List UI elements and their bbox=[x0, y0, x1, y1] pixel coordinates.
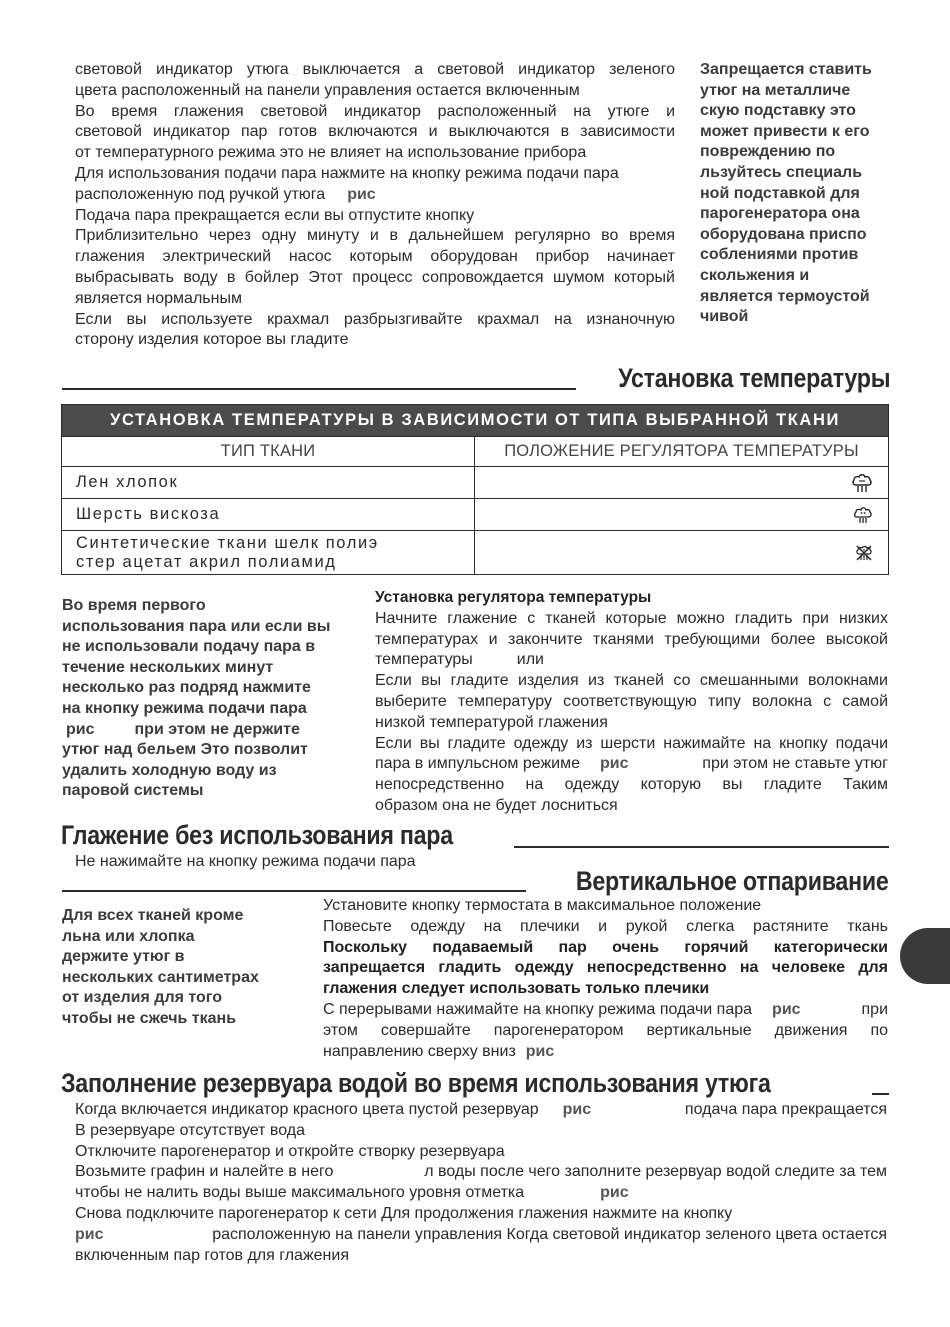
note-line: утюг над бельем Это позволит bbox=[62, 741, 308, 759]
regulator-cell bbox=[475, 531, 889, 575]
section-heading-no-steam: Глажение без использования пара bbox=[61, 820, 453, 850]
text-line: включенным пар готов для глажения bbox=[75, 1246, 349, 1264]
section-rule bbox=[514, 846, 889, 848]
figure-ref: рис bbox=[347, 185, 376, 203]
warning-line: является термоустой bbox=[700, 287, 870, 305]
text-fragment: температуры bbox=[375, 651, 473, 669]
no-steam-text bbox=[75, 852, 416, 873]
note-line: на кнопку режима подачи пара bbox=[62, 699, 307, 717]
note-line: течение нескольких минут bbox=[62, 658, 274, 676]
text-line: Отключите парогенератор и откройте створку резервуара bbox=[75, 1142, 505, 1160]
text-line-with-ref bbox=[75, 185, 675, 206]
note-line: несколько раз подряд нажмите bbox=[62, 679, 311, 697]
text-line: Установите кнопку термостата в максимальное положение bbox=[323, 897, 762, 914]
section-heading-temperature: Установка температуры bbox=[617, 363, 890, 393]
warning-line: оборудована приспо bbox=[700, 225, 867, 243]
text-line: Приблизительно через одну минуту и в дальнейшем регулярно во время bbox=[75, 227, 675, 245]
regulator-text-block bbox=[375, 588, 888, 817]
text-fragment: подача пара прекращается bbox=[684, 1101, 887, 1118]
note-line: от изделия для того bbox=[62, 989, 223, 1007]
note-line: удалить холодную воду из bbox=[62, 761, 277, 779]
text-fragment: расположенную на панели управления Когда световой индикатор зеленого цвета остается bbox=[212, 1225, 887, 1243]
text-line: Если вы используете крахмал разбрызгивайте крахмал на изнаночную bbox=[75, 310, 675, 328]
fabric-cell bbox=[62, 531, 475, 575]
warning-line: повреждению по bbox=[700, 143, 836, 161]
text-line bbox=[323, 1000, 888, 1021]
text-line: Если вы гладите одежду из шерсти нажимайте на кнопку подачи bbox=[375, 734, 888, 752]
text-line bbox=[75, 1183, 887, 1204]
section-rule bbox=[62, 890, 526, 892]
figure-ref: рис bbox=[525, 1042, 555, 1060]
note-line: держите утюг в bbox=[62, 948, 185, 966]
text-line: Начните глажение с тканей которые можно гладить при низких bbox=[375, 609, 888, 627]
table-title: УСТАНОВКА ТЕМПЕРАТУРЫ В ЗАВИСИМОСТИ ОТ ТИПА ВЫБРАННОЙ ТКАНИ bbox=[62, 405, 889, 437]
note-line: не использовали подачу пара в bbox=[62, 638, 316, 656]
warning-line: соблениями против bbox=[700, 246, 859, 264]
text-line bbox=[75, 1100, 887, 1121]
regulator-cell bbox=[475, 499, 889, 531]
text-line: от температурного режима это не влияет на использование прибора bbox=[75, 144, 587, 162]
fabric-cell-line: Синтетические ткани шелк полиэ bbox=[76, 533, 379, 552]
warning-sidebar bbox=[700, 60, 900, 328]
section-heading-refill: Заполнение резервуара водой во время использования утюга bbox=[61, 1068, 771, 1098]
note-line: Во время первого bbox=[62, 597, 206, 614]
text-line: Для использования подачи пара нажмите на кнопку режима подачи пара bbox=[75, 164, 619, 182]
vertical-steam-note bbox=[62, 906, 302, 1030]
text-fragment: направлению сверху вниз bbox=[323, 1042, 516, 1060]
text-line: Повесьте одежду на плечики и рукой слегка растяните ткань bbox=[323, 917, 888, 935]
text-line: выберите температуру соответствующую типу волокна с самой bbox=[375, 692, 888, 710]
column-header-fabric: ТИП ТКАНИ bbox=[62, 437, 475, 467]
text-fragment: при bbox=[861, 1000, 888, 1018]
text-line: непосредственно на одежду которую вы гладите Таким bbox=[375, 776, 888, 794]
warning-line: скую подставку это bbox=[700, 102, 856, 120]
warning-line: утюг на металличе bbox=[700, 81, 851, 99]
note-line bbox=[62, 720, 352, 741]
text-line bbox=[375, 650, 888, 671]
text-line bbox=[75, 1225, 887, 1246]
column-header-regulator: ПОЛОЖЕНИЕ РЕГУЛЯТОРА ТЕМПЕРАТУРЫ bbox=[475, 437, 889, 467]
text-line: Если вы гладите изделия из тканей со смешанными волокнами bbox=[375, 672, 888, 690]
warning-line: может привести к его bbox=[700, 122, 870, 140]
text-line: этом совершайте парогенератором вертикальные движения по bbox=[323, 1021, 888, 1039]
vertical-steam-text bbox=[323, 896, 888, 1062]
text-fragment: С перерывами нажимайте на кнопку режима подачи пара bbox=[323, 1000, 753, 1018]
text-line: Подача пара прекращается если вы отпустите кнопку bbox=[75, 206, 475, 224]
note-line: льна или хлопка bbox=[62, 927, 195, 945]
text-line: цвета расположенный на панели управления остается включенным bbox=[75, 81, 580, 99]
table-row bbox=[62, 531, 889, 575]
text-line bbox=[75, 1162, 887, 1183]
text-fragment: пара в импульсном режиме bbox=[375, 755, 581, 773]
text-line: сторону изделия которое вы гладите bbox=[75, 331, 349, 349]
note-line: использования пара или если вы bbox=[62, 617, 331, 635]
text-line: выбрасывать воду в бойлер Этот процесс сопровождается шумом который bbox=[75, 268, 675, 286]
text-line: Во время глажения световой индикатор расположенный на утюге и bbox=[75, 102, 675, 120]
text-line: глажения электрический насос которым оборудован прибор начинает bbox=[75, 248, 675, 266]
steam-high-icon bbox=[850, 473, 874, 491]
subheading-regulator: Установка регулятора температуры bbox=[375, 589, 652, 606]
figure-ref: рис bbox=[600, 1184, 629, 1202]
text-line: Снова подключите парогенератор к сети Для продолжения глажения нажмите на кнопку bbox=[75, 1204, 733, 1222]
text-line-warning: запрещается гладить одежду непосредственно на человеке для bbox=[323, 959, 888, 977]
refill-text bbox=[75, 1100, 887, 1266]
text-line: световой индикатор утюга выключается а световой индикатор зеленого bbox=[75, 61, 675, 78]
fabric-cell: Шерсть вискоза bbox=[62, 499, 475, 531]
note-fragment: при этом не держите bbox=[134, 720, 300, 738]
figure-ref: рис bbox=[562, 1101, 592, 1118]
text-line: низкой температурой глажения bbox=[375, 713, 608, 731]
text-fragment: расположенную под ручкой утюга bbox=[75, 185, 326, 203]
fabric-cell-line: стер ацетат акрил полиамид bbox=[76, 552, 337, 571]
steam-first-use-note bbox=[62, 596, 352, 802]
figure-ref: рис bbox=[772, 1000, 801, 1018]
note-line: чтобы не сжечь ткань bbox=[62, 1009, 237, 1027]
text-line: образом она не будет лосниться bbox=[375, 796, 618, 814]
note-line: нескольких сантиметрах bbox=[62, 968, 259, 986]
warning-line: льзуйтесь специаль bbox=[700, 163, 863, 181]
section-rule bbox=[62, 388, 576, 390]
warning-line: скольжения и bbox=[700, 266, 810, 284]
text-line-warning: глажения следует использовать только плечики bbox=[323, 980, 710, 998]
text-fragment: л воды после чего заполните резервуар водой следите за тем bbox=[424, 1163, 887, 1181]
no-steam-icon bbox=[854, 543, 874, 561]
figure-ref: рис bbox=[66, 720, 95, 738]
fabric-cell: Лен хлопок bbox=[62, 467, 475, 499]
steam-medium-icon bbox=[852, 505, 874, 523]
note-line: Для всех тканей кроме bbox=[62, 907, 244, 924]
warning-line: Запрещается ставить bbox=[700, 61, 872, 78]
intro-text-block bbox=[75, 60, 675, 351]
text-line: Не нажимайте на кнопку режима подачи пара bbox=[75, 853, 416, 870]
text-line-warning: Поскольку подаваемый пар очень горячий категорически bbox=[323, 938, 888, 956]
section-heading-vertical: Вертикальное отпаривание bbox=[576, 866, 889, 896]
table-row bbox=[62, 499, 889, 531]
section-rule bbox=[872, 1093, 889, 1095]
text-fragment: или bbox=[516, 651, 544, 669]
warning-line: парогенератора она bbox=[700, 205, 860, 223]
figure-ref: рис bbox=[75, 1225, 104, 1243]
text-line: температурах и закончите тканями требующими более высокой bbox=[375, 630, 888, 648]
text-fragment: Возьмите графин и налейте в него bbox=[75, 1163, 334, 1181]
text-line: световой индикатор пар готов включаются и выключаются в зависимости bbox=[75, 123, 675, 141]
warning-line: чивой bbox=[700, 308, 749, 326]
figure-ref: рис bbox=[600, 755, 629, 773]
text-fragment: при этом не ставьте утюг bbox=[702, 755, 888, 773]
warning-line: ной подставкой для bbox=[700, 184, 860, 202]
regulator-cell bbox=[475, 467, 889, 499]
text-fragment: Когда включается индикатор красного цвета пустой резервуар bbox=[75, 1101, 539, 1118]
text-line bbox=[323, 1042, 888, 1063]
text-line: является нормальным bbox=[75, 289, 242, 307]
text-fragment: чтобы не налить воды выше максимального уровня отметка bbox=[75, 1184, 525, 1202]
text-line bbox=[375, 754, 888, 775]
page-tab-marker bbox=[900, 928, 950, 984]
temperature-table bbox=[61, 404, 889, 575]
table-row bbox=[62, 467, 889, 499]
text-line: В резервуаре отсутствует вода bbox=[75, 1121, 306, 1139]
note-line: паровой системы bbox=[62, 782, 204, 800]
